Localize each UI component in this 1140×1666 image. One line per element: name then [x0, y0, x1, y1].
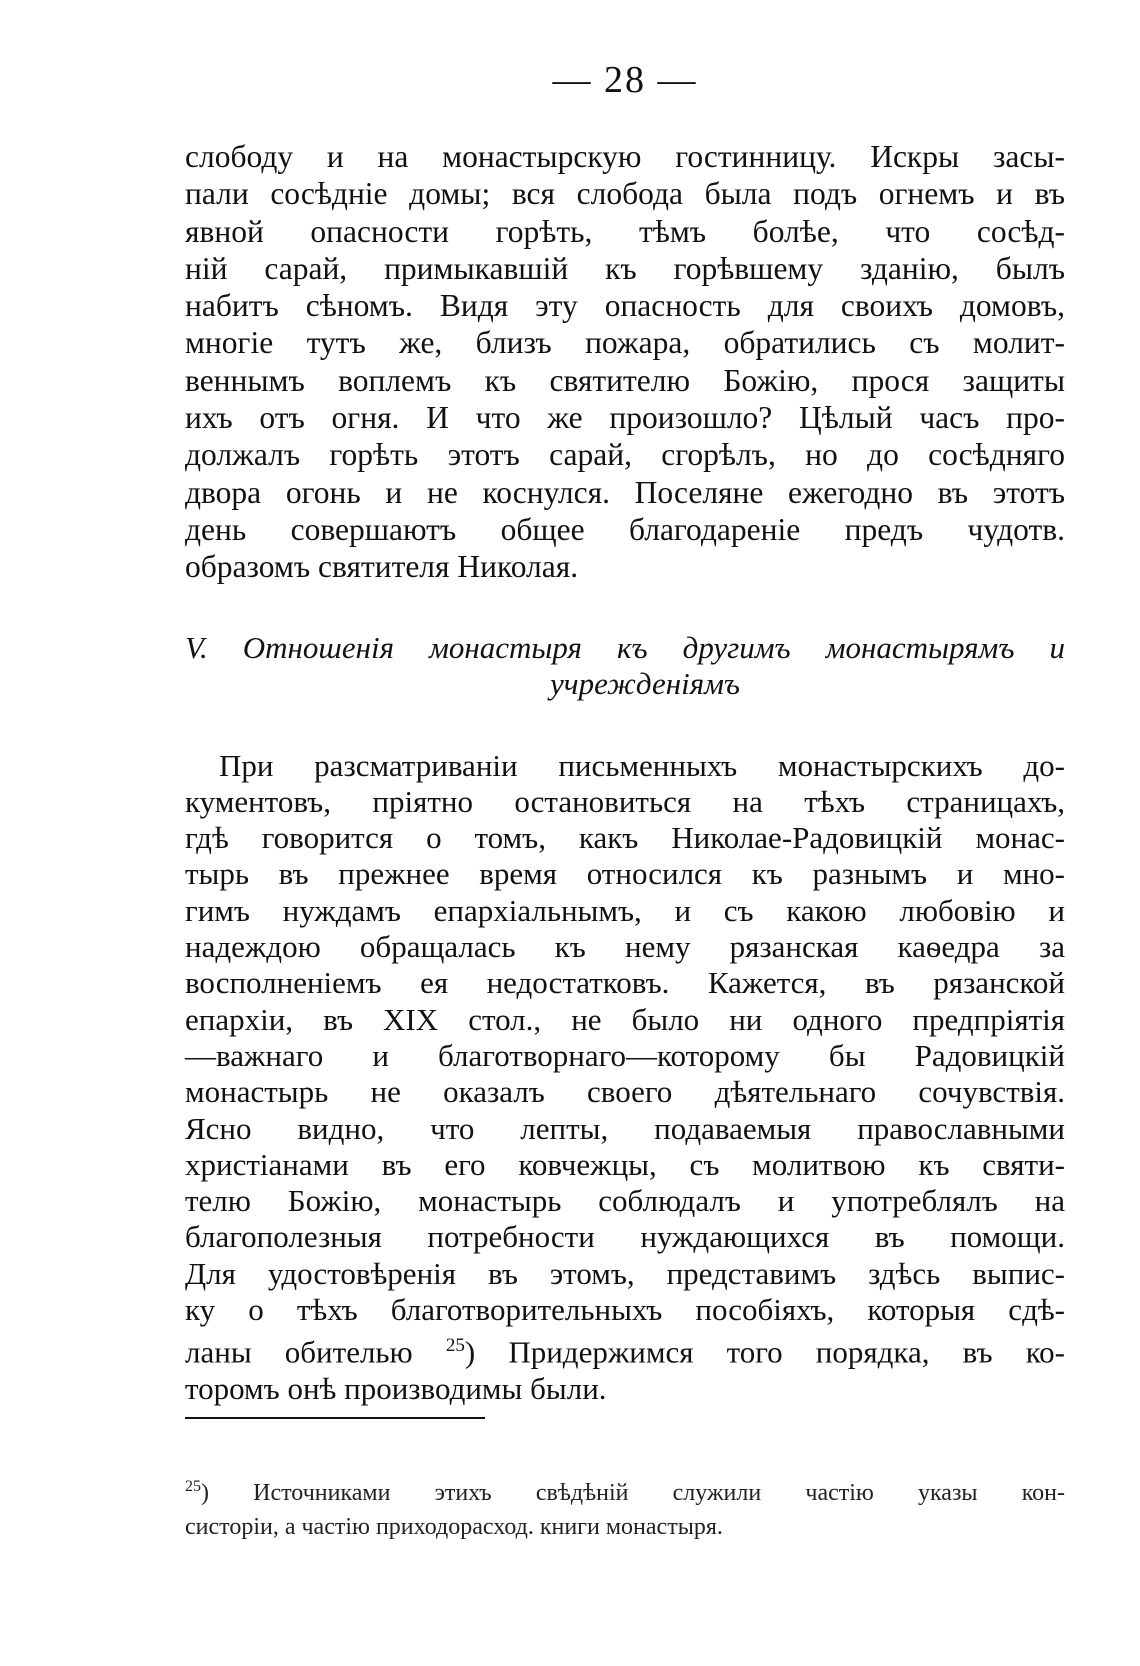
- text-line: двора огонь и не коснулся. Поселяне ежегодно въ этотъ: [185, 474, 1065, 510]
- heading-line: учрежденіямъ: [550, 665, 740, 701]
- text-fragment: ланы обителью: [185, 1334, 446, 1370]
- text-line: монастырь не оказалъ своего дѣятельнаго сочувствія.: [185, 1074, 1065, 1110]
- text-line: день совершаютъ общее благодареніе предъ чудотв.: [185, 511, 1065, 547]
- text-line: торомъ онѣ производимы были.: [185, 1370, 607, 1406]
- footnote-text: ) Источниками этихъ свѣдѣній служили частію указы кон-: [201, 1480, 1065, 1506]
- text-line: телю Божію, монастырь соблюдалъ и употреблялъ на: [185, 1183, 1065, 1219]
- text-fragment: ) Придержимся того порядка, въ ко-: [464, 1334, 1066, 1370]
- text-line: веннымъ воплемъ къ святителю Божію, прося защиты: [185, 362, 1065, 398]
- text-line: явной опасности горѣть, тѣмъ болѣе, что сосѣд-: [185, 213, 1065, 249]
- text-line: благополезныя потребности нуждающихся въ помощи.: [185, 1219, 1065, 1255]
- text-line: —важнаго и благотворнаго—которому бы Радовицкій: [185, 1037, 1065, 1073]
- text-line: епархіи, въ XIX стол., не было ни одного предпріятія: [185, 1001, 1065, 1037]
- text-line: гдѣ говорится о томъ, какъ Николае-Радовицкій монас-: [185, 820, 1065, 856]
- text-line: ній сарай, примыкавшій къ горѣвшему зданію, былъ: [185, 250, 1065, 286]
- text-line: должалъ горѣть этотъ сарай, сгорѣлъ, но до сосѣдняго: [185, 437, 1065, 473]
- footnote-mark: 25: [185, 1478, 201, 1495]
- text-line: многіе тутъ же, близъ пожара, обратились съ молит-: [185, 325, 1065, 361]
- text-line: восполненіемъ ея недостатковъ. Кажется, въ рязанской: [185, 965, 1065, 1001]
- text-line: набитъ сѣномъ. Видя эту опасность для своихъ домовъ,: [185, 288, 1065, 324]
- section-heading: [185, 630, 1065, 702]
- page-number: — 28 —: [552, 59, 698, 101]
- text-line: пали сосѣдніе домы; вся слобода была подъ огнемъ и въ: [185, 176, 1065, 212]
- text-line: образомъ святителя Николая.: [185, 549, 579, 585]
- text-line: христіанами въ его ковчежцы, съ молитвою къ святи-: [185, 1146, 1065, 1182]
- text-line: При разсматриваніи письменныхъ монастырскихъ до-: [219, 747, 1065, 783]
- text-line: надеждою обращалась къ нему рязанская каѳедра за: [185, 929, 1065, 965]
- text-line: ихъ отъ огня. И что же произошло? Цѣлый часъ про-: [185, 400, 1065, 436]
- text-line: гимъ нуждамъ епархіальнымъ, и съ какою любовію и: [185, 892, 1065, 928]
- heading-line: V. Отношенія монастыря къ другимъ монастырямъ и: [185, 629, 1065, 665]
- text-line: [185, 1328, 1065, 1371]
- paragraph-relations: [185, 748, 1065, 1408]
- document-page: [185, 50, 1065, 1650]
- text-line: Для удостовѣренія въ этомъ, представимъ здѣсь выпис-: [185, 1255, 1065, 1291]
- text-line: слободу и на монастырскую гостинницу. Искры засы-: [185, 139, 1065, 174]
- text-line: ку о тѣхъ благотворительныхъ пособіяхъ, которыя сдѣ-: [185, 1292, 1065, 1328]
- text-line: тырь въ прежнее время относился къ разнымъ и мно-: [185, 856, 1065, 892]
- footnote-reference[interactable]: 25: [445, 1335, 465, 1357]
- footnote-line: [185, 1470, 1065, 1510]
- text-line: Ясно видно, что лепты, подаваемыя православными: [185, 1110, 1065, 1146]
- text-line: кументовъ, пріятно остановиться на тѣхъ страницахъ,: [185, 783, 1065, 819]
- footnote: [185, 1470, 1065, 1544]
- paragraph-fire-story: [185, 138, 1065, 586]
- footnote-divider: [185, 1417, 485, 1419]
- footnote-line: систоріи, а частію приходорасход. книги монастыря.: [185, 1514, 723, 1540]
